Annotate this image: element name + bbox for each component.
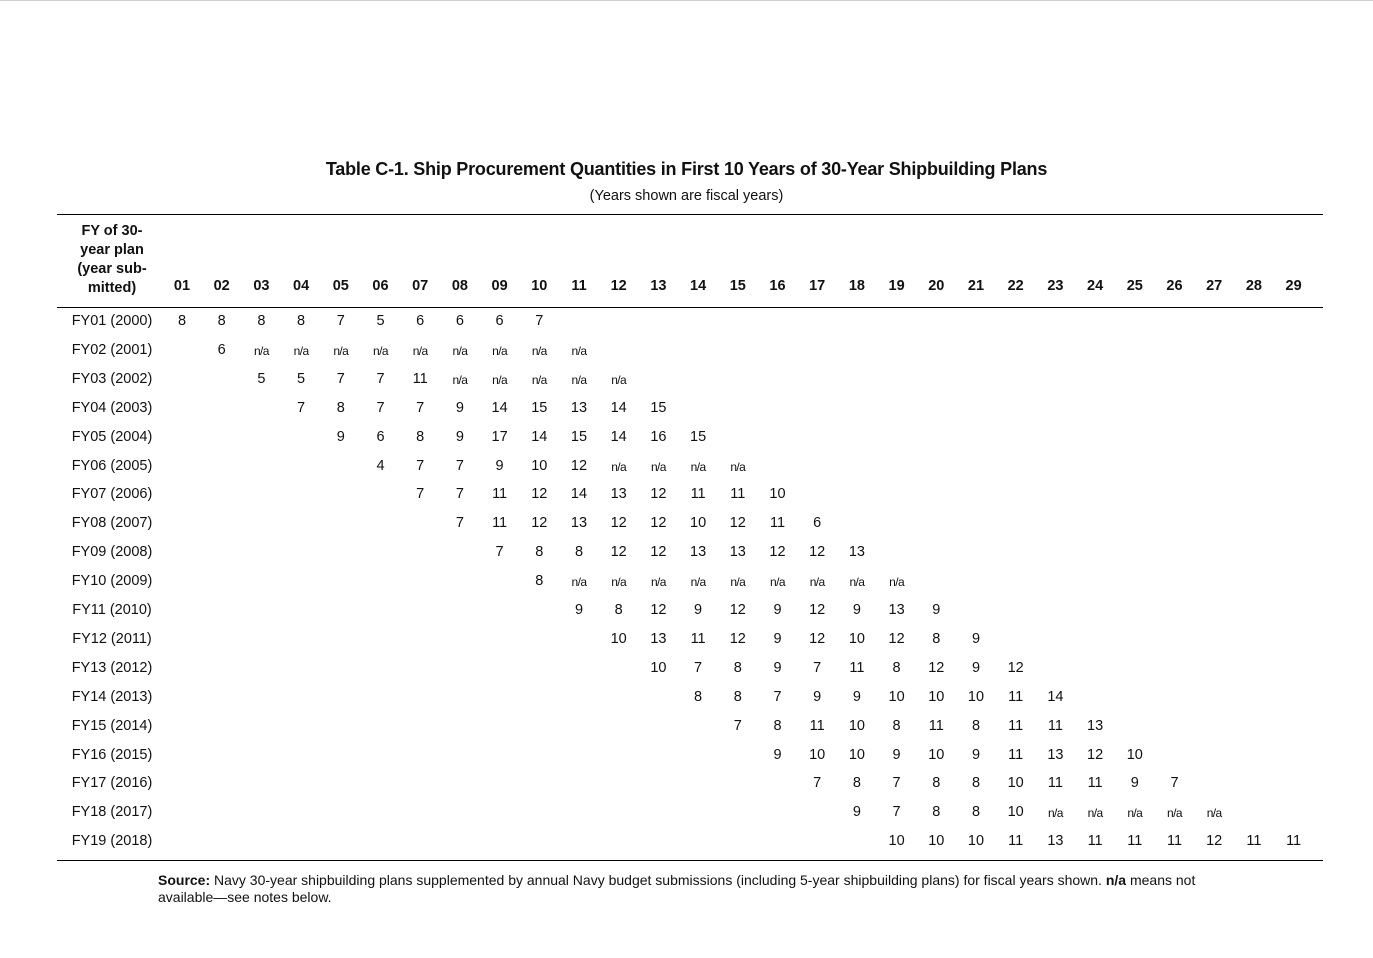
table-cell: 8 bbox=[535, 573, 544, 590]
table-cell: n/a bbox=[690, 575, 706, 590]
table-cell: 7 bbox=[416, 399, 425, 416]
table-cell: 9 bbox=[773, 602, 782, 618]
table-cell: 10 bbox=[650, 659, 667, 676]
table-cell: 12 bbox=[809, 630, 826, 647]
table-cell: 9 bbox=[971, 659, 981, 676]
table-cell: 13 bbox=[888, 602, 905, 618]
table-cell: 10 bbox=[848, 746, 865, 763]
table-cell: 14 bbox=[610, 399, 627, 416]
table-cell: n/a bbox=[412, 343, 428, 358]
table-cell: 10 bbox=[888, 833, 905, 850]
table-cell: n/a bbox=[492, 372, 508, 387]
row-label: FY15 (2014) bbox=[71, 717, 153, 734]
table-cell: 11 bbox=[1087, 833, 1103, 850]
table-cell: 7 bbox=[376, 370, 385, 387]
column-header: 23 bbox=[1047, 278, 1064, 294]
column-header: 29 bbox=[1285, 278, 1302, 294]
table-cell: 9 bbox=[574, 602, 584, 618]
column-header: 12 bbox=[610, 278, 627, 294]
table-cell: 10 bbox=[928, 746, 945, 763]
table-cell: 12 bbox=[769, 544, 786, 561]
table-cell: n/a bbox=[293, 343, 309, 358]
table-cell: 12 bbox=[928, 659, 945, 676]
table-cell: 5 bbox=[257, 370, 266, 387]
table-cell: 9 bbox=[773, 659, 782, 676]
column-header: 14 bbox=[690, 278, 707, 294]
table-cell: 12 bbox=[650, 486, 667, 503]
table-cell: n/a bbox=[531, 343, 547, 358]
table-cell: n/a bbox=[849, 575, 865, 590]
column-header: 27 bbox=[1206, 278, 1223, 294]
row-label: FY08 (2007) bbox=[71, 515, 153, 532]
table-cell: 11 bbox=[690, 486, 706, 503]
table-cell: 13 bbox=[1047, 833, 1064, 850]
table-cell: 9 bbox=[971, 630, 981, 647]
table-cell: 10 bbox=[1007, 775, 1024, 792]
table-cell: 7 bbox=[455, 486, 464, 503]
table-cell: 8 bbox=[892, 659, 901, 676]
table-cell: 6 bbox=[495, 313, 504, 329]
table-cell: 13 bbox=[570, 515, 588, 532]
table-cell: 8 bbox=[257, 313, 266, 329]
column-header: 22 bbox=[1007, 278, 1024, 294]
column-header: 05 bbox=[332, 278, 349, 294]
column-header: 04 bbox=[293, 278, 310, 294]
table-cell: 8 bbox=[773, 717, 782, 734]
table-cell: 7 bbox=[495, 544, 504, 561]
table-cell: 12 bbox=[729, 630, 746, 647]
column-header: 10 bbox=[531, 278, 548, 294]
table-cell: 8 bbox=[217, 313, 226, 329]
table-cell: 11 bbox=[492, 515, 508, 532]
table-cell: 14 bbox=[491, 399, 508, 416]
table-cell: 7 bbox=[336, 370, 345, 387]
column-header: 17 bbox=[809, 278, 826, 294]
column-header: 15 bbox=[729, 278, 746, 294]
column-header: 16 bbox=[769, 278, 786, 294]
table-cell: 7 bbox=[694, 659, 703, 676]
table-cell: 12 bbox=[570, 457, 588, 474]
row-label: FY13 (2012) bbox=[71, 659, 153, 676]
column-header: 18 bbox=[848, 278, 865, 294]
table-cell: 6 bbox=[813, 515, 822, 532]
table-cell: 11 bbox=[1087, 775, 1103, 792]
table-cell: 7 bbox=[733, 717, 742, 734]
table-cell: 7 bbox=[455, 515, 464, 532]
table-subtitle: (Years shown are fiscal years) bbox=[589, 188, 784, 204]
table-cell: 12 bbox=[1206, 833, 1223, 850]
table-cell: n/a bbox=[1206, 806, 1222, 821]
table-cell: 9 bbox=[336, 428, 345, 445]
table-cell: 12 bbox=[650, 544, 667, 561]
table-cell: 12 bbox=[610, 515, 627, 532]
row-label: FY06 (2005) bbox=[71, 457, 153, 474]
table-cell: 10 bbox=[531, 457, 548, 474]
table-cell: 13 bbox=[729, 544, 746, 561]
table-cell: n/a bbox=[1047, 806, 1063, 821]
table-cell: 9 bbox=[773, 746, 782, 763]
table-cell: 7 bbox=[892, 775, 901, 792]
table-cell: 9 bbox=[852, 602, 861, 618]
table-cell: 9 bbox=[971, 746, 981, 763]
table-cell: 10 bbox=[848, 717, 865, 734]
table-cell: 15 bbox=[531, 399, 548, 416]
table-cell: n/a bbox=[373, 343, 388, 358]
row-label: FY17 (2016) bbox=[71, 775, 153, 792]
table-cell: 8 bbox=[297, 313, 306, 329]
table-cell: 11 bbox=[1127, 833, 1143, 850]
table-cell: n/a bbox=[571, 575, 587, 590]
table-cell: 9 bbox=[892, 746, 901, 763]
table-cell: 7 bbox=[416, 457, 425, 474]
column-header: 09 bbox=[491, 278, 508, 294]
table-cell: 7 bbox=[813, 775, 822, 792]
row-header-line: FY of 30- bbox=[81, 223, 143, 239]
column-header: 19 bbox=[888, 278, 905, 294]
table-cell: 10 bbox=[848, 630, 865, 647]
table-cell: 6 bbox=[455, 313, 464, 329]
column-header: 26 bbox=[1166, 278, 1183, 294]
table-cell: 8 bbox=[416, 428, 425, 445]
column-header: 28 bbox=[1245, 278, 1262, 294]
table-cell: n/a bbox=[889, 575, 905, 590]
table-cell: 9 bbox=[852, 804, 861, 821]
table-cell: 7 bbox=[535, 313, 544, 329]
table-cell: 8 bbox=[932, 804, 941, 821]
table-cell: 11 bbox=[492, 486, 508, 503]
table-cell: 13 bbox=[610, 486, 627, 503]
row-label: FY02 (2001) bbox=[71, 341, 153, 358]
table-cell: 13 bbox=[1047, 746, 1064, 763]
table-cell: 11 bbox=[1008, 688, 1024, 705]
table-cell: 7 bbox=[773, 688, 782, 705]
table-cell: 8 bbox=[932, 630, 941, 647]
table-cell: 11 bbox=[1166, 833, 1183, 850]
table-cell: 10 bbox=[690, 515, 707, 532]
table-cell: 4 bbox=[376, 457, 385, 474]
row-label: FY10 (2009) bbox=[71, 573, 153, 590]
table-cell: 15 bbox=[570, 428, 588, 445]
table-cell: 13 bbox=[1087, 717, 1104, 734]
column-header: 06 bbox=[372, 278, 389, 294]
table-cell: 12 bbox=[531, 486, 548, 503]
table-cell: 9 bbox=[694, 602, 703, 618]
table-cell: 16 bbox=[650, 428, 667, 445]
row-label: FY04 (2003) bbox=[71, 399, 153, 416]
table-cell: 11 bbox=[1008, 833, 1024, 850]
table-cell: 10 bbox=[888, 688, 905, 705]
table-cell: 8 bbox=[694, 688, 703, 705]
table-cell: 8 bbox=[177, 313, 187, 329]
table-cell: 9 bbox=[813, 688, 822, 705]
table-cell: n/a bbox=[650, 575, 666, 590]
row-label: FY12 (2011) bbox=[72, 630, 152, 647]
table-cell: n/a bbox=[650, 459, 666, 474]
table-cell: 12 bbox=[1007, 659, 1024, 676]
table-cell: 13 bbox=[848, 544, 865, 561]
row-label: FY07 (2006) bbox=[71, 486, 153, 503]
source-text: Navy 30-year shipbuilding plans supplemented by annual Navy budget submissions (including 5-year shipbuilding plans) for fiscal years shown. bbox=[210, 872, 1106, 888]
row-label: FY03 (2002) bbox=[71, 370, 153, 387]
table-cell: 8 bbox=[733, 659, 742, 676]
table-cell: 11 bbox=[730, 486, 746, 503]
table-cell: 12 bbox=[531, 515, 548, 532]
table-cell: 11 bbox=[1008, 746, 1024, 763]
table-cell: 14 bbox=[1047, 688, 1064, 705]
table-cell: 11 bbox=[849, 659, 865, 676]
row-header-line: year plan bbox=[80, 242, 144, 258]
table-cell: 12 bbox=[610, 544, 627, 561]
table-cell: 10 bbox=[1007, 804, 1024, 821]
source-tail: means not available—see notes below. bbox=[158, 872, 1196, 905]
table-cell: n/a bbox=[333, 343, 349, 358]
table-cell: 5 bbox=[297, 370, 306, 387]
table-cell: n/a bbox=[452, 372, 468, 387]
table-cell: 8 bbox=[535, 544, 544, 561]
table-cell: 14 bbox=[610, 428, 627, 445]
table-cell: 10 bbox=[809, 746, 826, 763]
table-cell: 14 bbox=[570, 486, 588, 503]
table-cell: 11 bbox=[1008, 717, 1024, 734]
row-header-line: mitted) bbox=[87, 280, 137, 296]
table-cell: 8 bbox=[892, 717, 901, 734]
column-header: 20 bbox=[928, 278, 945, 294]
row-label: FY18 (2017) bbox=[71, 804, 153, 821]
table-cell: 8 bbox=[971, 775, 981, 792]
table-cell: 13 bbox=[570, 399, 588, 416]
table-cell: 7 bbox=[376, 399, 385, 416]
row-label: FY09 (2008) bbox=[71, 544, 153, 561]
table-cell: n/a bbox=[492, 343, 508, 358]
row-label: FY14 (2013) bbox=[71, 688, 153, 705]
table-cell: 8 bbox=[852, 775, 861, 792]
table-cell: 12 bbox=[1087, 746, 1104, 763]
table-cell: 11 bbox=[809, 717, 825, 734]
row-header-label bbox=[57, 222, 167, 298]
table-cell: n/a bbox=[253, 343, 269, 358]
table-cell: 10 bbox=[967, 688, 985, 705]
table-cell: n/a bbox=[452, 343, 468, 358]
table-cell: n/a bbox=[730, 459, 746, 474]
column-header: 08 bbox=[451, 278, 468, 294]
table-cell: 7 bbox=[297, 399, 306, 416]
table-cell: n/a bbox=[809, 575, 825, 590]
table-cell: n/a bbox=[611, 575, 627, 590]
table-cell: 8 bbox=[971, 717, 981, 734]
row-label: FY19 (2018) bbox=[71, 833, 153, 850]
table-cell: 7 bbox=[455, 457, 464, 474]
table-cell: 7 bbox=[416, 486, 425, 503]
table-cell: 11 bbox=[1286, 833, 1302, 850]
table-cell: n/a bbox=[571, 372, 587, 387]
table-cell: 6 bbox=[376, 428, 385, 445]
table-cell: 9 bbox=[455, 428, 464, 445]
table-cell: 14 bbox=[531, 428, 548, 445]
table-cell: 11 bbox=[928, 717, 944, 734]
table-cell: 9 bbox=[852, 688, 861, 705]
table-cell: n/a bbox=[1167, 806, 1182, 821]
column-header: 25 bbox=[1126, 278, 1143, 294]
column-header: 07 bbox=[412, 278, 429, 294]
table-cell: 9 bbox=[455, 399, 464, 416]
table-title: Table C-1. Ship Procurement Quantities in First 10 Years of 30-Year Shipbuilding Plans bbox=[325, 159, 1048, 179]
table-cell: 9 bbox=[495, 457, 504, 474]
table-cell: 17 bbox=[491, 428, 508, 445]
table-cell: n/a bbox=[531, 372, 547, 387]
table-cell: 8 bbox=[336, 399, 345, 416]
table-cell: n/a bbox=[611, 459, 627, 474]
table-cell: n/a bbox=[730, 575, 746, 590]
table-cell: 15 bbox=[650, 399, 667, 416]
table-cell: 7 bbox=[336, 313, 345, 329]
table-cell: 12 bbox=[809, 544, 826, 561]
row-label: FY11 (2010) bbox=[72, 602, 152, 618]
table-cell: 9 bbox=[1130, 775, 1139, 792]
table-cell: 12 bbox=[809, 602, 826, 618]
column-header: 03 bbox=[253, 278, 270, 294]
table-cell: 12 bbox=[729, 515, 746, 532]
table-cell: 11 bbox=[1246, 833, 1262, 850]
table-cell: 8 bbox=[932, 775, 941, 792]
table-cell: n/a bbox=[770, 575, 785, 590]
table-cell: 9 bbox=[773, 630, 782, 647]
column-header: 01 bbox=[173, 278, 191, 294]
table-cell: n/a bbox=[1127, 806, 1143, 821]
table-cell: 10 bbox=[928, 688, 945, 705]
source-label: Source: bbox=[158, 872, 211, 888]
table-cell: 6 bbox=[416, 313, 425, 329]
row-label: FY16 (2015) bbox=[71, 746, 153, 763]
table-cell: n/a bbox=[571, 343, 587, 358]
source-note bbox=[158, 872, 1248, 906]
table-cell: 11 bbox=[769, 515, 786, 532]
table-cell: 12 bbox=[650, 515, 667, 532]
procurement-table bbox=[57, 0, 1323, 958]
table-cell: 12 bbox=[729, 602, 746, 618]
table-cell: 10 bbox=[967, 833, 985, 850]
column-header: 02 bbox=[213, 278, 230, 294]
source-na: n/a bbox=[1105, 872, 1127, 888]
column-header: 24 bbox=[1087, 278, 1104, 294]
table-cell: 7 bbox=[892, 804, 901, 821]
table-cell: 15 bbox=[690, 428, 707, 445]
table-cell: 10 bbox=[1126, 746, 1143, 763]
column-header: 13 bbox=[650, 278, 667, 294]
table-cell: 8 bbox=[971, 804, 981, 821]
row-header-line: (year sub- bbox=[77, 261, 147, 277]
table-cell: 7 bbox=[1170, 775, 1179, 792]
table-cell: 11 bbox=[1047, 775, 1063, 792]
table-cell: n/a bbox=[690, 459, 706, 474]
table-cell: n/a bbox=[1087, 806, 1103, 821]
table-cell: 10 bbox=[610, 630, 627, 647]
table-cell: 7 bbox=[813, 659, 822, 676]
row-label: FY05 (2004) bbox=[71, 428, 153, 445]
table-cell: n/a bbox=[611, 372, 627, 387]
column-header: 21 bbox=[967, 278, 985, 294]
column-header: 11 bbox=[571, 278, 587, 294]
table-cell: 12 bbox=[888, 630, 905, 647]
table-cell: 8 bbox=[733, 688, 742, 705]
table-cell: 13 bbox=[690, 544, 707, 561]
table-cell: 11 bbox=[690, 630, 706, 647]
table-cell: 12 bbox=[650, 602, 667, 618]
table-cell: 5 bbox=[376, 313, 385, 329]
table-cell: 8 bbox=[614, 602, 623, 618]
table-cell: 11 bbox=[1047, 717, 1063, 734]
table-cell: 10 bbox=[769, 486, 786, 503]
table-cell: 8 bbox=[574, 544, 584, 561]
table-cell: 9 bbox=[932, 602, 941, 618]
table-cell: 11 bbox=[412, 370, 428, 387]
row-label: FY01 (2000) bbox=[71, 313, 153, 329]
table-cell: 6 bbox=[217, 341, 226, 358]
table-cell: 10 bbox=[928, 833, 945, 850]
table-cell: 13 bbox=[650, 630, 667, 647]
